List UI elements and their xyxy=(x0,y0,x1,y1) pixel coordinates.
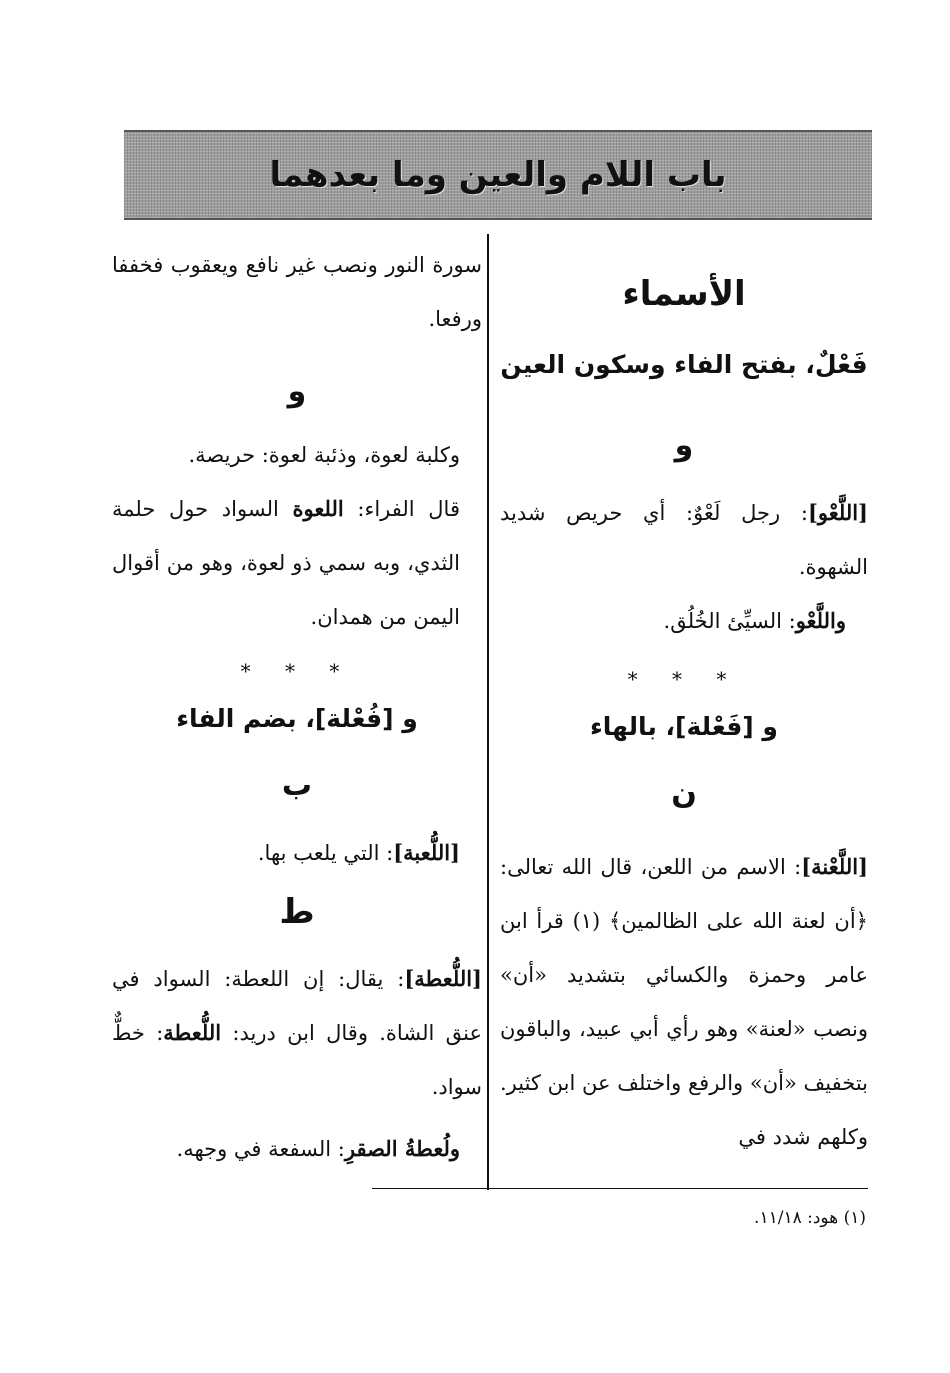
left-column xyxy=(112,232,482,1176)
entry-prefix: قال الفراء: xyxy=(343,497,460,521)
entry-term: اللُّعطة xyxy=(163,1020,222,1045)
entry-term: [اللُّعبة] xyxy=(393,840,460,865)
right-column xyxy=(500,232,868,1164)
footnote: (١) هود: ١١/١٨. xyxy=(754,1208,866,1228)
entry-farra xyxy=(112,482,482,644)
entry-luta xyxy=(112,952,482,1114)
entry-text: : السيِّئ الخُلُق. xyxy=(663,609,796,633)
entry-luba xyxy=(112,826,482,880)
letter-heading-ta: ط xyxy=(279,892,315,932)
letter-heading-waw: و xyxy=(674,428,694,463)
entry-text: : رجل لَعْوٌ: أي حريص شديد الشهوة. xyxy=(500,501,868,579)
entry-term: اللعوة xyxy=(292,496,344,521)
pattern-heading-2: و [فَعْلة]، بالهاء xyxy=(590,712,778,741)
pattern-heading: و [فُعْلة]، بضم الفاء xyxy=(176,704,418,733)
entry-text: : السفعة في وجهه. xyxy=(176,1137,345,1161)
entry-term: واللَّعْو xyxy=(795,608,846,633)
chapter-title: باب اللام والعين وما بعدهما xyxy=(269,155,727,195)
entry-text: : التي يلعب بها. xyxy=(257,841,394,865)
continued-text: سورة النور ونصب غير نافع ويعقوب فخففا ورفعا. xyxy=(112,253,482,331)
entry-term: ولُعطةُ الصقرِ xyxy=(344,1136,460,1161)
entry-text: السواد حول حلمة الثدي، وبه سمي ذو لعوة، وهو من أقوال اليمن من همدان. xyxy=(112,497,460,629)
column-divider xyxy=(487,234,489,1190)
entry-text: : يقال: إن اللعطة: السواد في عنق الشاة. وقال ابن دريد: xyxy=(112,967,482,1045)
footnote-rule xyxy=(372,1188,868,1189)
letter-heading-ba: ب xyxy=(281,768,313,803)
section-heading: الأسماء xyxy=(622,274,746,314)
letter-heading-nun: ن xyxy=(671,776,697,811)
letter-heading-waw: و xyxy=(287,374,307,409)
entry-text: : الاسم من اللعن، قال الله تعالى: ﴿أن لعنة الله على الظالمين﴾ (١) قرأ ابن عامر وحمزة والكسائي بتشديد «أن» ونصب «لعنة» وهو رأي أبي عبيد، والباقون بتخفيف «أن» والرفع واختلف عن ابن كثير. وكلهم شدد في xyxy=(500,855,868,1149)
entry-lawu xyxy=(500,486,868,594)
pattern-heading: فَعْلٌ، بفتح الفاء وسكون العين xyxy=(500,350,868,379)
section-separator: * * * xyxy=(240,659,354,683)
entry-lawu-2 xyxy=(500,594,868,648)
entry-luta-saqr xyxy=(112,1122,482,1176)
entry-term: [اللُّعطة] xyxy=(404,966,482,991)
section-separator: * * * xyxy=(627,667,741,691)
entry-term: [اللَّعْنة] xyxy=(801,854,868,879)
entry-text: : خطٌّ سواد. xyxy=(112,1021,482,1099)
entry-term: [اللَّعْو] xyxy=(807,500,868,525)
entry-laawa: وكلبة لعوة، وذئبة لعوة: حريصة. xyxy=(188,443,460,467)
entry-laana xyxy=(500,840,868,1164)
chapter-banner xyxy=(124,130,872,220)
